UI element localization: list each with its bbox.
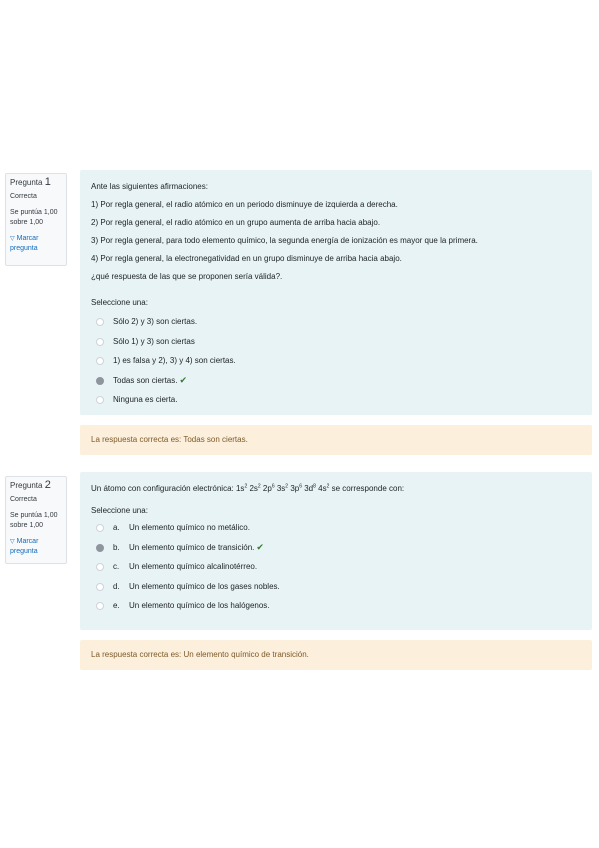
check-icon: ✔	[179, 374, 188, 385]
question-info	[5, 476, 67, 564]
question-number-value: 2	[44, 479, 51, 491]
radio-button[interactable]	[96, 396, 104, 404]
flag-question-link[interactable]: ▽ Marcar pregunta	[10, 235, 39, 252]
radio-button[interactable]	[96, 318, 104, 326]
radio-button[interactable]	[96, 338, 104, 346]
answer-option[interactable]	[91, 577, 581, 597]
question-number: Pregunta 2	[10, 479, 51, 491]
right-answer-feedback	[80, 425, 592, 455]
answer-prompt: Seleccione una:	[91, 506, 148, 515]
question-formulation	[80, 472, 592, 630]
option-label: Un elemento químico de los gases nobles.	[129, 581, 280, 591]
question-text: Un átomo con configuración electrónica: $1s^2$ $2s^2$ $2p^6$ $3s^2$ $3p^6$ $3d^8$ $4s^2$ se corresponde con:	[91, 483, 405, 493]
question-number-value: 1	[44, 176, 51, 188]
answer-option[interactable]	[91, 332, 581, 352]
answer-options	[91, 518, 581, 616]
flag-icon: ▽	[10, 539, 15, 545]
answer-option[interactable]	[91, 312, 581, 332]
flag-icon: ▽	[10, 236, 15, 242]
question-text-line: Ante las siguientes afirmaciones:	[91, 182, 208, 191]
answer-option-selected[interactable]	[91, 538, 581, 558]
right-answer-text: La respuesta correcta es: Un elemento químico de transición.	[91, 650, 309, 659]
answer-prompt: Seleccione una:	[91, 298, 148, 307]
option-label: Un elemento químico de transición.	[129, 542, 255, 552]
answer-options	[91, 312, 581, 410]
option-label: Un elemento químico de los halógenos.	[129, 601, 270, 610]
question-state: Correcta	[10, 496, 37, 503]
option-letter: e.	[113, 601, 120, 610]
radio-button[interactable]	[96, 563, 104, 571]
question-formulation	[80, 170, 592, 415]
answer-option-selected[interactable]	[91, 371, 581, 391]
option-label: Un elemento químico alcalinotérreo.	[129, 562, 258, 571]
answer-option[interactable]	[91, 390, 581, 410]
question-text-line: 2) Por regla general, el radio atómico en un grupo aumenta de arriba hacia abajo.	[91, 218, 381, 227]
question-text-line: ¿qué respuesta de las que se proponen sería válida?.	[91, 272, 283, 281]
option-letter: a.	[113, 523, 120, 532]
right-answer-feedback	[80, 640, 592, 670]
radio-button-checked[interactable]	[96, 544, 104, 552]
question-text-line: 3) Por regla general, para todo elemento químico, la segunda energía de ionización es mayor que la primera.	[91, 236, 478, 245]
question-number: Pregunta 1	[10, 176, 51, 188]
option-label: Un elemento químico no metálico.	[129, 523, 250, 532]
right-answer-text: La respuesta correcta es: Todas son ciertas.	[91, 435, 248, 444]
radio-button[interactable]	[96, 583, 104, 591]
radio-button[interactable]	[96, 357, 104, 365]
question-text-line: 4) Por regla general, la electronegatividad en un grupo disminuye de arriba hacia abajo.	[91, 254, 402, 263]
question-state: Correcta	[10, 193, 37, 200]
question-grade: Se puntúa 1,00 sobre 1,00	[10, 209, 58, 226]
radio-button[interactable]	[96, 602, 104, 610]
check-icon: ✔	[256, 541, 264, 552]
option-label: 1) es falsa y 2), 3) y 4) son ciertas.	[113, 356, 236, 365]
answer-option[interactable]	[91, 557, 581, 577]
option-label: Ninguna es cierta.	[113, 395, 178, 404]
option-letter: b.	[113, 542, 120, 552]
flag-question-link[interactable]: ▽ Marcar pregunta	[10, 538, 39, 555]
radio-button[interactable]	[96, 524, 104, 532]
question-info	[5, 173, 67, 266]
question-text-line: 1) Por regla general, el radio atómico en un periodo disminuye de izquierda a derecha.	[91, 200, 398, 209]
radio-button-checked[interactable]	[96, 377, 104, 385]
answer-option[interactable]	[91, 351, 581, 371]
electron-configuration: $1s^2$ $2s^2$ $2p^6$ $3s^2$ $3p^6$ $3d^8$ $4s^2$	[235, 483, 330, 493]
option-label: Sólo 2) y 3) son ciertas.	[113, 317, 198, 326]
option-letter: d.	[113, 581, 120, 591]
option-label: Todas son ciertas.	[113, 375, 178, 385]
option-letter: c.	[113, 562, 120, 571]
answer-option[interactable]	[91, 518, 581, 538]
question-grade: Se puntúa 1,00 sobre 1,00	[10, 512, 58, 529]
answer-option[interactable]	[91, 596, 581, 616]
option-label: Sólo 1) y 3) son ciertas	[113, 336, 195, 346]
